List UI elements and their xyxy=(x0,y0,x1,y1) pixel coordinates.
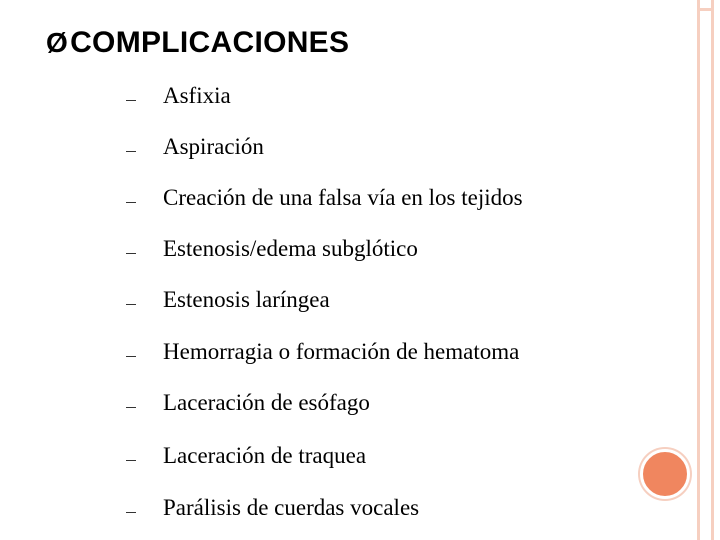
arrow-bullet-icon: Ø xyxy=(46,27,69,58)
list-item-text: Parálisis de cuerdas vocales xyxy=(163,495,420,520)
decorative-circle xyxy=(640,449,690,499)
list-item-text: Laceración de traquea xyxy=(163,443,367,468)
dash-bullet-icon xyxy=(126,202,136,203)
dash-bullet-icon xyxy=(126,304,136,305)
list-item-text: Creación de una falsa vía en los tejidos xyxy=(163,185,523,210)
list-item xyxy=(126,132,264,162)
dash-bullet-icon xyxy=(126,100,136,101)
list-item xyxy=(126,234,418,264)
list-item xyxy=(126,183,523,213)
dash-bullet-icon xyxy=(126,356,136,357)
dash-bullet-icon xyxy=(126,407,136,408)
list-item-text: Estenosis laríngea xyxy=(163,287,330,312)
frame-line-inner xyxy=(697,0,700,540)
list-item xyxy=(126,441,366,471)
list-item xyxy=(126,81,231,111)
list-item xyxy=(126,285,330,315)
dash-bullet-icon xyxy=(126,253,136,254)
list-item-text: Aspiración xyxy=(163,134,264,159)
list-item-text: Hemorragia o formación de hematoma xyxy=(163,339,520,364)
list-item-text: Estenosis/edema subglótico xyxy=(163,236,418,261)
list-item xyxy=(126,493,419,523)
list-item xyxy=(126,388,370,418)
list-item-text: Asfixia xyxy=(163,83,231,108)
title-text: COMPLICACIONES xyxy=(70,26,350,59)
list-item xyxy=(126,337,519,367)
slide-title xyxy=(46,26,349,60)
list-item-text: Laceración de esófago xyxy=(163,390,370,415)
frame-connector-top xyxy=(697,8,714,11)
dash-bullet-icon xyxy=(126,151,136,152)
dash-bullet-icon xyxy=(126,512,136,513)
frame-line-outer xyxy=(711,0,714,540)
dash-bullet-icon xyxy=(126,460,136,461)
